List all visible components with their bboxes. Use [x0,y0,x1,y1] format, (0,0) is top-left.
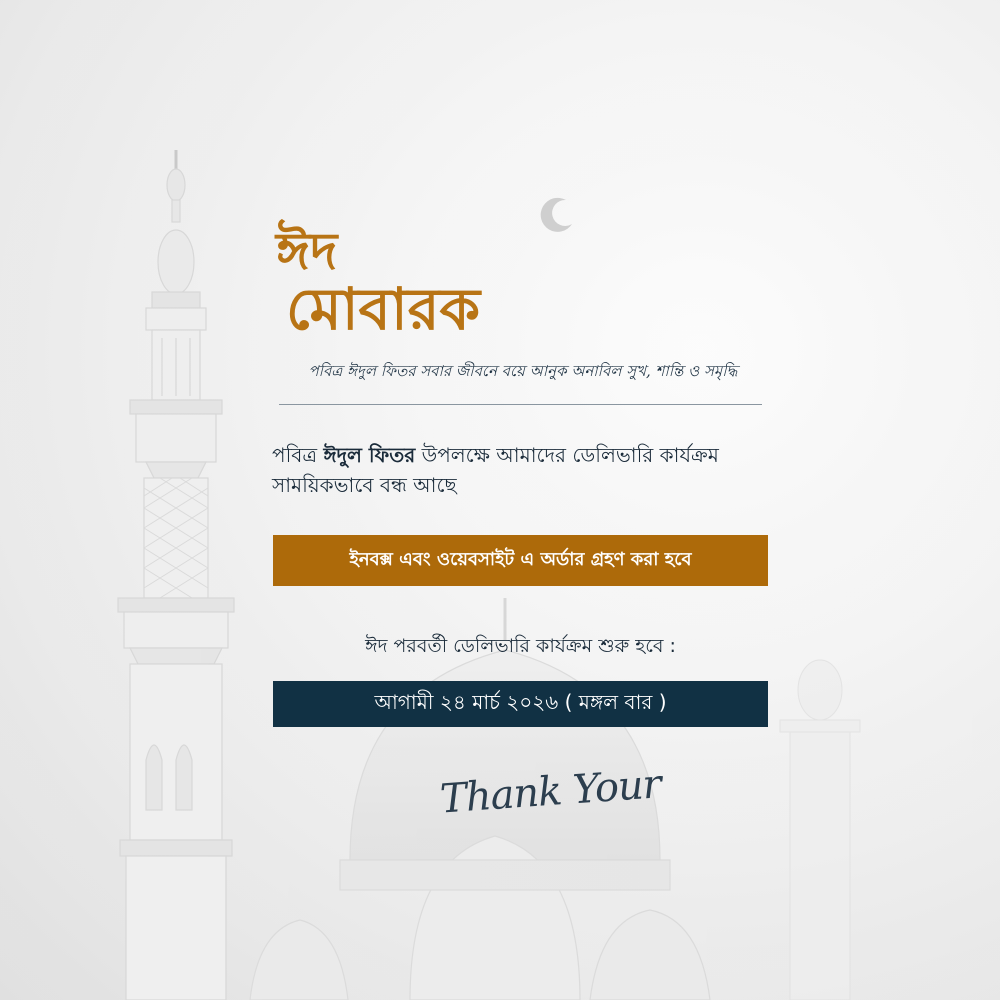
crescent-moon-icon [536,194,578,236]
greeting-tagline: পবিত্র ঈদুল ফিতর সবার জীবনে বয়ে আনুক অনাবিল সুখ, শান্তি ও সমৃদ্ধি [308,362,738,380]
order-info-text: ইনবক্স এবং ওয়েবসাইট এ অর্ডার গ্রহণ করা হবে [349,549,692,570]
greeting-title-line1: ঈদ [276,222,338,282]
notice-highlight: ঈদুল ফিতর [323,443,416,467]
thank-you-signature: Thank Your [438,761,663,823]
greeting-title-line2: মোবারক [286,275,481,343]
notice-line1-rest: উপলক্ষে আমাদের ডেলিভারি কার্যক্রম [415,443,719,467]
resume-date-text: আগামী ২৪ মার্চ ২০২৬ ( মঙ্গল বার ) [374,689,667,714]
resume-date-banner [273,681,768,727]
notice-prefix: পবিত্র [272,443,324,467]
delivery-resume-text: ঈদ পরবর্তী ডেলিভারি কার্যক্রম শুরু হবে : [365,635,676,657]
notice-line2: সাময়িকভাবে বন্ধ আছে [272,473,457,497]
divider [279,404,762,405]
delivery-notice [272,440,792,500]
order-info-banner [273,535,768,586]
